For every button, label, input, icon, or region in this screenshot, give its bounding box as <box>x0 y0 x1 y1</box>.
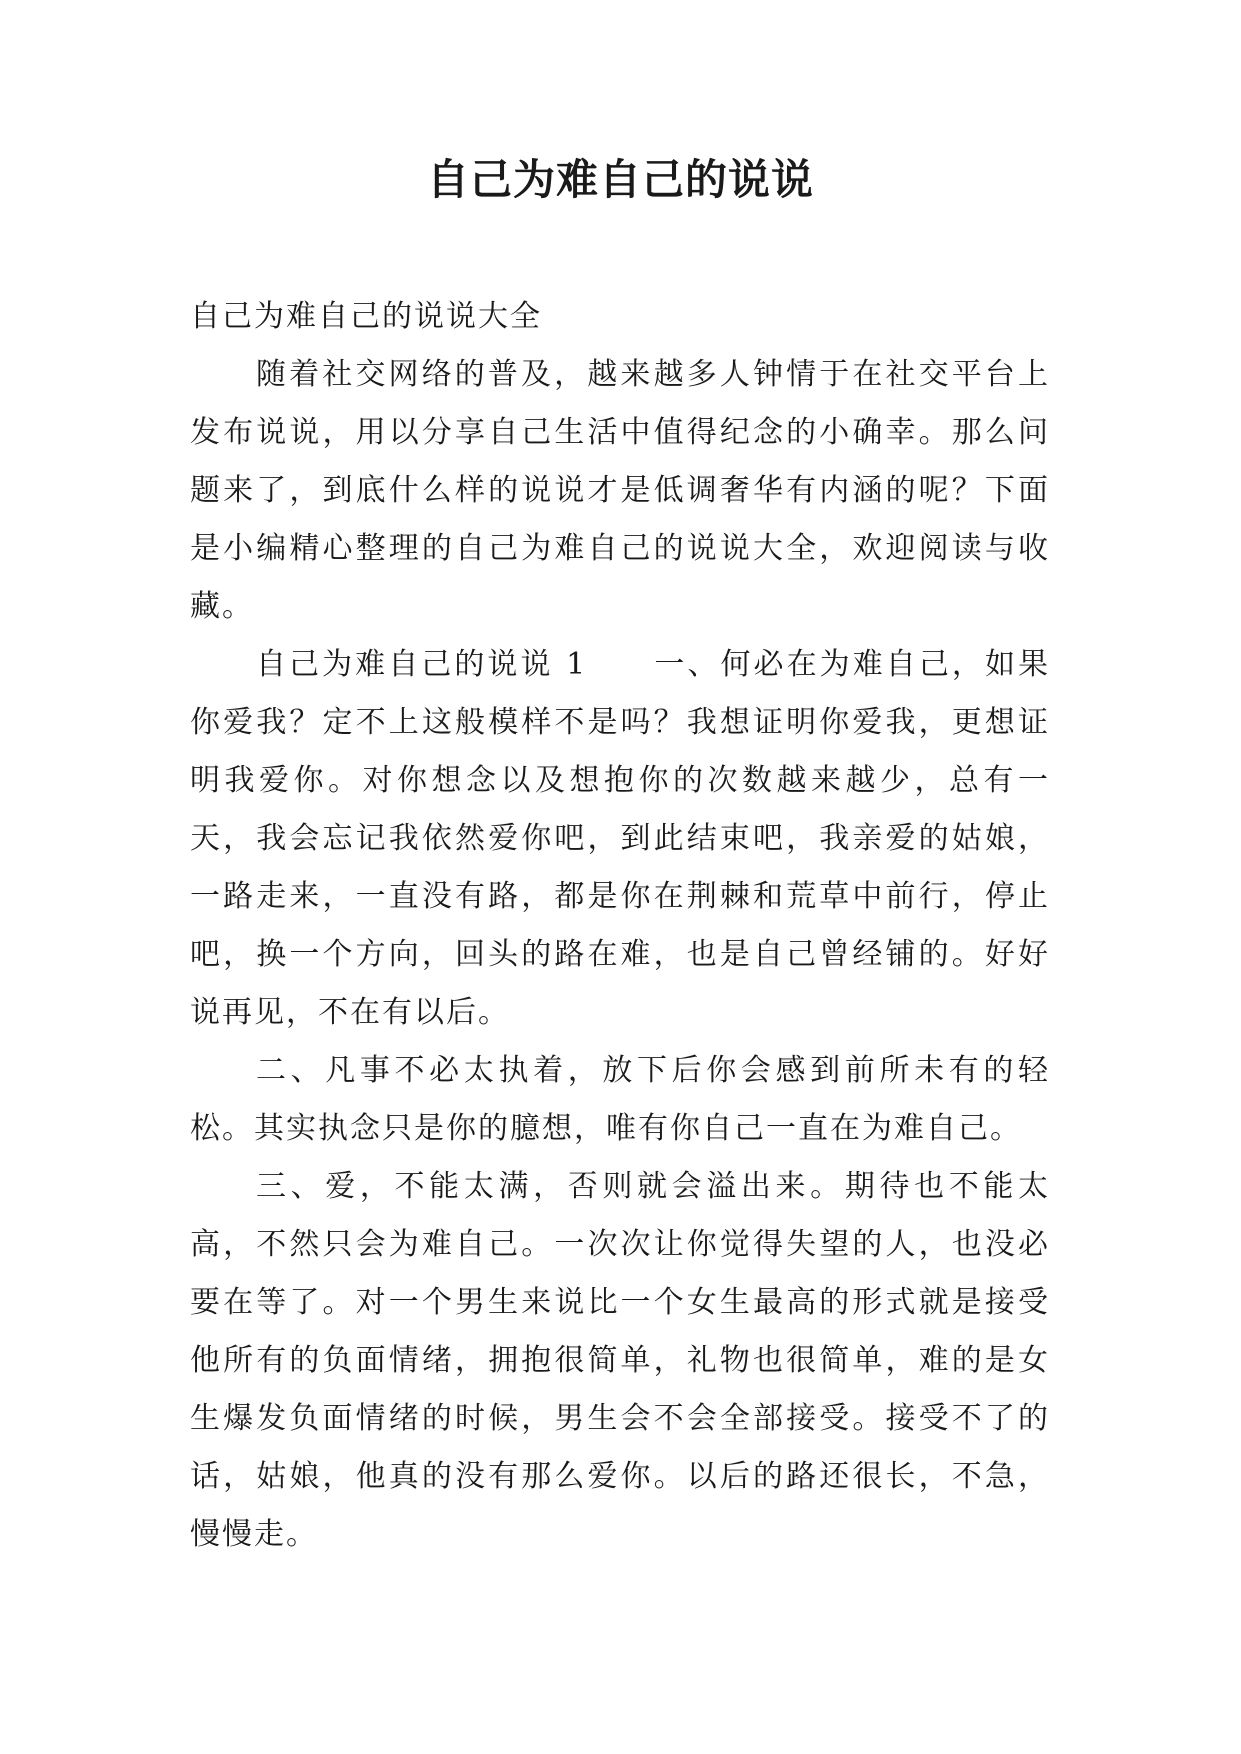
document-title: 自己为难自己的说说 <box>426 155 814 204</box>
paragraph-two: 二、凡事不必太执着，放下后你会感到前所未有的轻松。其实执念只是你的臆想，唯有你自己一直在为难自己。 <box>190 1053 1050 1146</box>
paragraph-intro: 随着社交网络的普及，越来越多人钟情于在社交平台上发布说说，用以分享自己生活中值得纪念的小确幸。那么问题来了，到底什么样的说说才是低调奢华有内涵的呢？下面是小编精心整理的自己为难自己的说说大全，欢迎阅读与收藏。 <box>190 357 1050 624</box>
document-body <box>190 288 1050 1564</box>
document-subtitle: 自己为难自己的说说大全 <box>190 299 542 334</box>
paragraph-one: 自己为难自己的说说 1 一、何必在为难自己，如果你爱我？定不上这般模样不是吗？我想证明你爱我，更想证明我爱你。对你想念以及想抱你的次数越来越少，总有一天，我会忘记我依然爱你吧，到此结束吧，我亲爱的姑娘，一路走来，一直没有路，都是你在荆棘和荒草中前行，停止吧，换一个方向，回头的路在难，也是自己曾经铺的。好好说再见，不在有以后。 <box>190 647 1050 1030</box>
paragraph-three: 三、爱，不能太满，否则就会溢出来。期待也不能太高，不然只会为难自己。一次次让你觉得失望的人，也没必要在等了。对一个男生来说比一个女生最高的形式就是接受他所有的负面情绪，拥抱很简单，礼物也很简单，难的是女生爆发负面情绪的时候，男生会不会全部接受。接受不了的话，姑娘，他真的没有那么爱你。以后的路还很长，不急，慢慢走。 <box>190 1169 1050 1552</box>
